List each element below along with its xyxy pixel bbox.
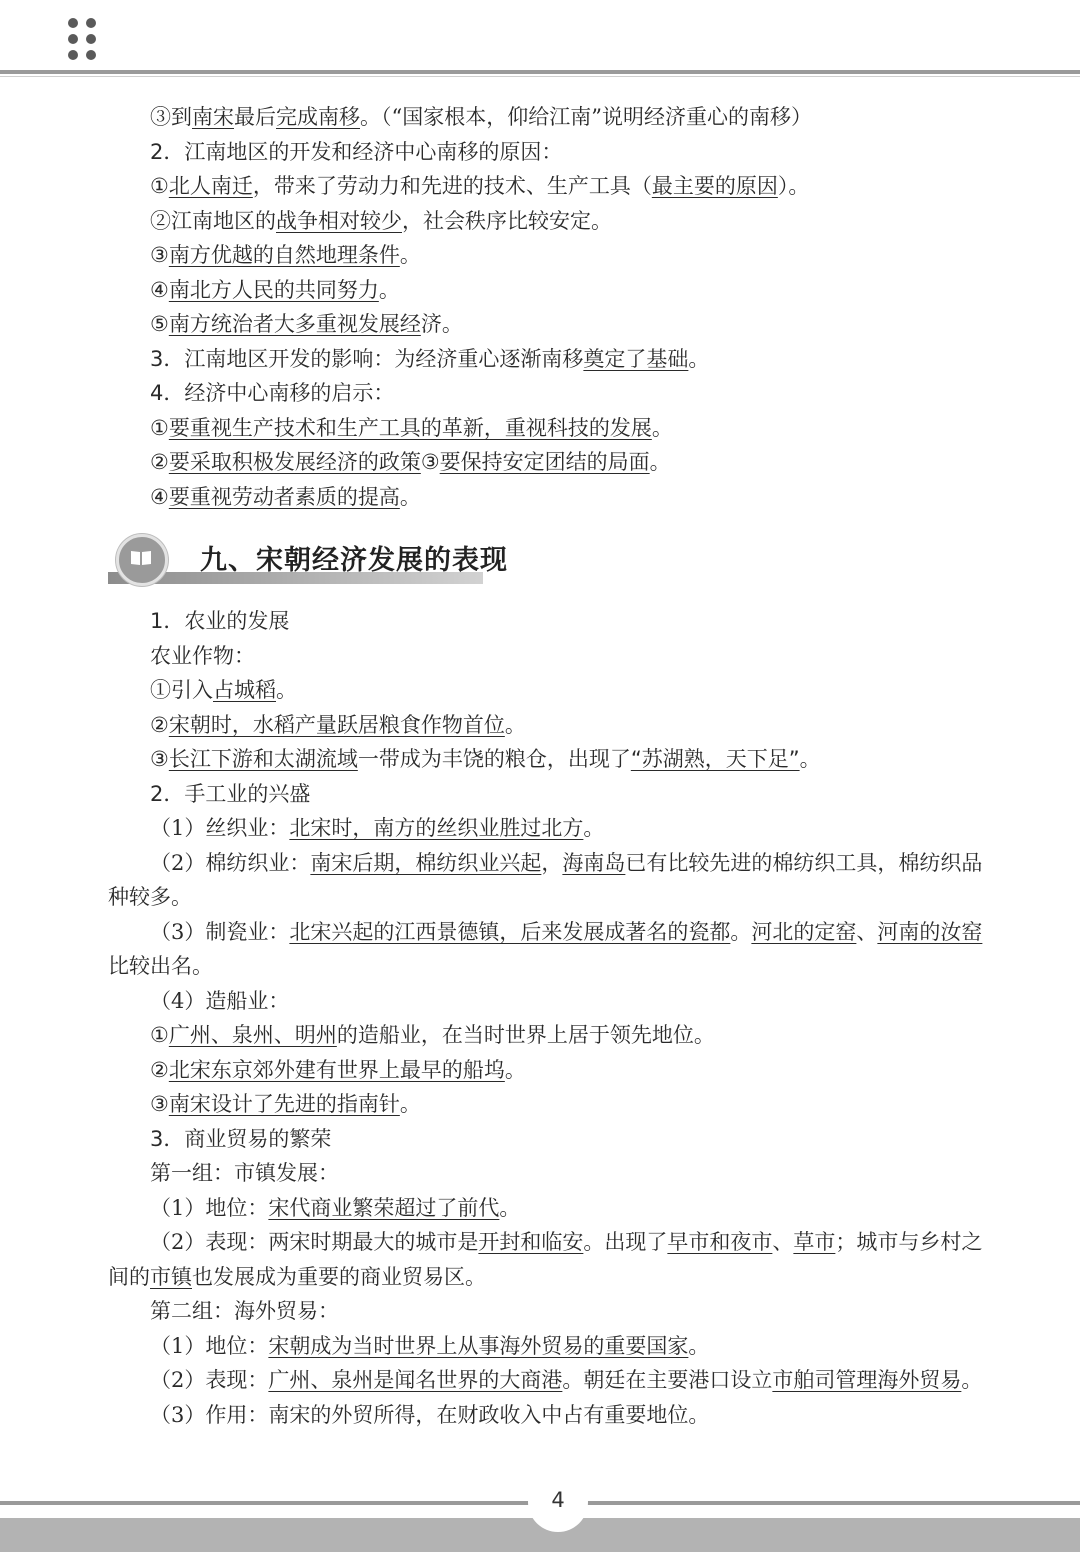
text-segment: （4）造船业： <box>150 988 290 1013</box>
text-segment: （1）地位： <box>150 1195 269 1220</box>
text-segment: ① <box>150 1023 169 1047</box>
text-segment: 种较多。 <box>108 885 192 909</box>
text-line <box>108 307 993 342</box>
text-line <box>108 1260 993 1295</box>
text-line <box>108 100 993 135</box>
text-segment: 、 <box>772 1230 794 1254</box>
text-segment: ⑤ <box>150 312 169 336</box>
underlined-key-point: 宋代商业繁荣超过了前代 <box>268 1195 500 1220</box>
text-segment: 。 <box>504 712 526 737</box>
text-line <box>108 880 993 915</box>
text-line <box>108 1191 993 1226</box>
text-segment: 。 <box>688 346 710 371</box>
text-line <box>108 411 993 446</box>
text-line <box>108 1329 993 1364</box>
text-segment: 。 <box>583 816 605 840</box>
text-segment: 间的 <box>108 1264 150 1289</box>
underlined-key-point: 北宋东京郊外建有世界上最早的船坞 <box>168 1057 505 1082</box>
underlined-key-point: 南方统治者大多重视发展经 <box>168 312 421 336</box>
text-segment: ④ <box>150 277 169 302</box>
underlined-key-point: 南北方人民的共同努力 <box>168 277 379 302</box>
underlined-key-point: 占城稻 <box>213 678 276 702</box>
underlined-key-point: 北宋时，南方的丝织业胜过北方 <box>289 816 584 840</box>
text-segment: 3．江南地区开发的影响： <box>150 346 395 371</box>
text-segment: ；城市与乡村之 <box>835 1230 983 1254</box>
text-line <box>108 604 993 639</box>
text-segment: ③ <box>150 1092 169 1116</box>
text-line <box>108 1087 993 1122</box>
text-line <box>108 273 993 308</box>
underlined-key-point: 要采取积极发展经济的政策 <box>168 450 421 474</box>
text-line <box>108 742 993 777</box>
book-icon <box>130 549 152 566</box>
text-segment: 2．手工业的兴盛 <box>150 781 311 806</box>
text-segment: （3）作用：南宋的外贸所得，在财政收入中占有重要地位。 <box>150 1402 710 1427</box>
text-line <box>108 204 993 239</box>
underlined-key-point: 南方优越的自然地理条件 <box>168 243 400 267</box>
text-segment: 。 <box>649 450 671 474</box>
text-line <box>108 480 993 515</box>
text-line <box>108 238 993 273</box>
underlined-key-point: 要保持安定团结的局面 <box>439 450 650 474</box>
underlined-key-point: 广州、泉州是闻名世界的大商港 <box>268 1368 563 1392</box>
underlined-key-point: 市舶司管理海外贸易 <box>772 1368 962 1392</box>
underlined-key-point: 开封和临安 <box>478 1230 584 1254</box>
text-line <box>108 673 993 708</box>
text-segment: 。 <box>276 678 297 702</box>
underlined-key-point: 战争相对较少 <box>276 208 402 233</box>
text-segment: 济。 <box>420 312 463 336</box>
underlined-key-point: 最主要的原因 <box>651 174 778 198</box>
text-segment: ③ <box>150 747 169 771</box>
text-segment: 最后 <box>234 105 276 129</box>
text-line <box>108 846 993 881</box>
text-line <box>108 135 993 170</box>
text-segment: 也发展成为重要的商业贸易区。 <box>192 1264 486 1289</box>
text-segment: 一带成为丰饶的粮仓，出现了 <box>357 747 631 771</box>
text-segment: 。 <box>504 1057 526 1082</box>
text-segment: 的造船业，在当时世界上居于领先地位。 <box>336 1023 715 1047</box>
underlined-key-point: 宋朝成为当时世界上从事海外贸易的重要国家 <box>268 1333 689 1358</box>
text-segment: 。 <box>499 1195 521 1220</box>
text-line <box>108 949 993 984</box>
text-segment: 、 <box>856 919 878 944</box>
page-content <box>108 100 993 1432</box>
text-segment: ②江南地区的 <box>150 208 276 233</box>
text-line <box>108 1398 993 1433</box>
text-segment: 3．商业贸易的繁荣 <box>150 1126 332 1151</box>
text-segment: 第二组：海外贸易： <box>150 1299 339 1323</box>
text-segment: 。 <box>399 243 421 267</box>
text-segment: 。（“国家根本，仰给江南”说明经济重心的南移） <box>360 105 812 129</box>
text-segment: 第一组：市镇发展： <box>150 1161 339 1185</box>
underlined-key-point: 海南岛 <box>562 850 626 875</box>
text-line <box>108 777 993 812</box>
text-line <box>108 1122 993 1157</box>
text-line <box>108 1053 993 1088</box>
text-line <box>108 169 993 204</box>
text-block-bottom <box>108 604 993 1432</box>
underlined-key-point: “苏湖熟，天下足” <box>630 747 800 771</box>
text-segment: ①引入 <box>150 678 213 702</box>
text-segment: ，带来了劳动力和先进的技术、生产工具（ <box>252 174 652 198</box>
underlined-key-point: 要重视劳动者素质的提高 <box>168 484 400 509</box>
underlined-key-point: 早市和夜市 <box>667 1230 773 1254</box>
text-line <box>108 984 993 1019</box>
text-block-top <box>108 100 993 514</box>
text-segment: 比较出名。 <box>108 954 213 978</box>
text-segment: ③到 <box>150 105 192 129</box>
corner-dots-decoration <box>66 18 100 62</box>
text-line <box>108 915 993 950</box>
header-rule-thin <box>0 76 1080 77</box>
text-line <box>108 1018 993 1053</box>
text-segment: （2）表现： <box>150 1368 269 1392</box>
text-segment: 。 <box>961 1368 983 1392</box>
text-segment: ① <box>150 415 169 440</box>
text-segment: 。 <box>378 277 400 302</box>
text-segment: （3）制瓷业： <box>150 919 290 944</box>
text-line <box>108 1363 993 1398</box>
underlined-key-point: 广州、泉州、明州 <box>168 1023 337 1047</box>
text-line <box>108 708 993 743</box>
text-line <box>108 1225 993 1260</box>
text-segment: （2）表现：两宋时期最大的城市是 <box>150 1230 479 1254</box>
text-segment: ① <box>150 174 169 198</box>
section-title: 九、宋朝经济发展的表现 <box>200 545 508 576</box>
underlined-key-point: 河北的定窑 <box>751 919 857 944</box>
text-line <box>108 445 993 480</box>
text-line <box>108 342 993 377</box>
underlined-key-point: 南宋后期，棉纺织业兴起 <box>310 850 542 875</box>
underlined-key-point: 长江下游和太湖流域 <box>168 747 358 771</box>
text-segment: 1．农业的发展 <box>150 609 290 633</box>
text-segment: （1）丝织业： <box>150 816 290 840</box>
underlined-key-point: 奠定了基础 <box>583 346 689 371</box>
text-segment: ② <box>150 712 169 737</box>
underlined-key-point: 草市 <box>793 1230 836 1254</box>
page-number: 4 <box>528 1472 588 1532</box>
underlined-key-point: 北人南迁 <box>168 174 253 198</box>
text-segment: 农业作物： <box>150 643 255 668</box>
text-segment: 。 <box>399 1092 421 1116</box>
underlined-key-point: 河南的汝窑 <box>877 919 983 944</box>
text-segment: ③ <box>420 450 440 474</box>
text-segment: （2）棉纺织业： <box>150 850 311 875</box>
text-segment: 为经济重心逐渐南移 <box>394 346 584 371</box>
text-segment: 4．经济中心南移的启示： <box>150 381 395 405</box>
text-line <box>108 811 993 846</box>
text-line <box>108 639 993 674</box>
underlined-key-point: 宋朝时，水稻产量跃居粮食作物首位 <box>168 712 505 737</box>
text-segment: 。朝廷在主要港口设立 <box>562 1368 773 1392</box>
text-segment: 。出现了 <box>583 1230 668 1254</box>
text-segment: ② <box>150 1057 169 1082</box>
text-line <box>108 1294 993 1329</box>
text-segment: 。 <box>651 415 673 440</box>
text-segment: 已有比较先进的棉纺织工具，棉纺织品 <box>625 850 983 875</box>
underlined-key-point: 市镇 <box>150 1264 192 1289</box>
text-segment: ， <box>541 850 563 875</box>
header-rule <box>0 70 1080 74</box>
text-segment: ③ <box>150 243 169 267</box>
text-segment: 2．江南地区的开发和经济中心南移的原因： <box>150 139 563 164</box>
underlined-key-point: 南宋 <box>192 105 234 129</box>
underlined-key-point: 要重视生产技术和生产工具的革新，重视科技的发展 <box>168 415 652 440</box>
text-segment: （1）地位： <box>150 1333 269 1358</box>
text-segment: 。 <box>399 484 421 509</box>
text-segment: ④ <box>150 484 169 509</box>
text-line <box>108 376 993 411</box>
underlined-key-point: 北宋兴起的江西景德镇，后来发展成著名的瓷都 <box>289 919 731 944</box>
underlined-key-point: 南宋设计了先进的指南针 <box>168 1092 400 1116</box>
text-segment: ，社会秩序比较安定。 <box>402 208 612 233</box>
text-segment: 。 <box>799 747 821 771</box>
text-line <box>108 1156 993 1191</box>
underlined-key-point: 完成南移 <box>276 105 360 129</box>
text-segment: 。 <box>730 919 752 944</box>
text-segment: ② <box>150 450 169 474</box>
text-segment: ）。 <box>777 174 810 198</box>
section-heading <box>108 530 993 598</box>
text-segment: 。 <box>688 1333 710 1358</box>
